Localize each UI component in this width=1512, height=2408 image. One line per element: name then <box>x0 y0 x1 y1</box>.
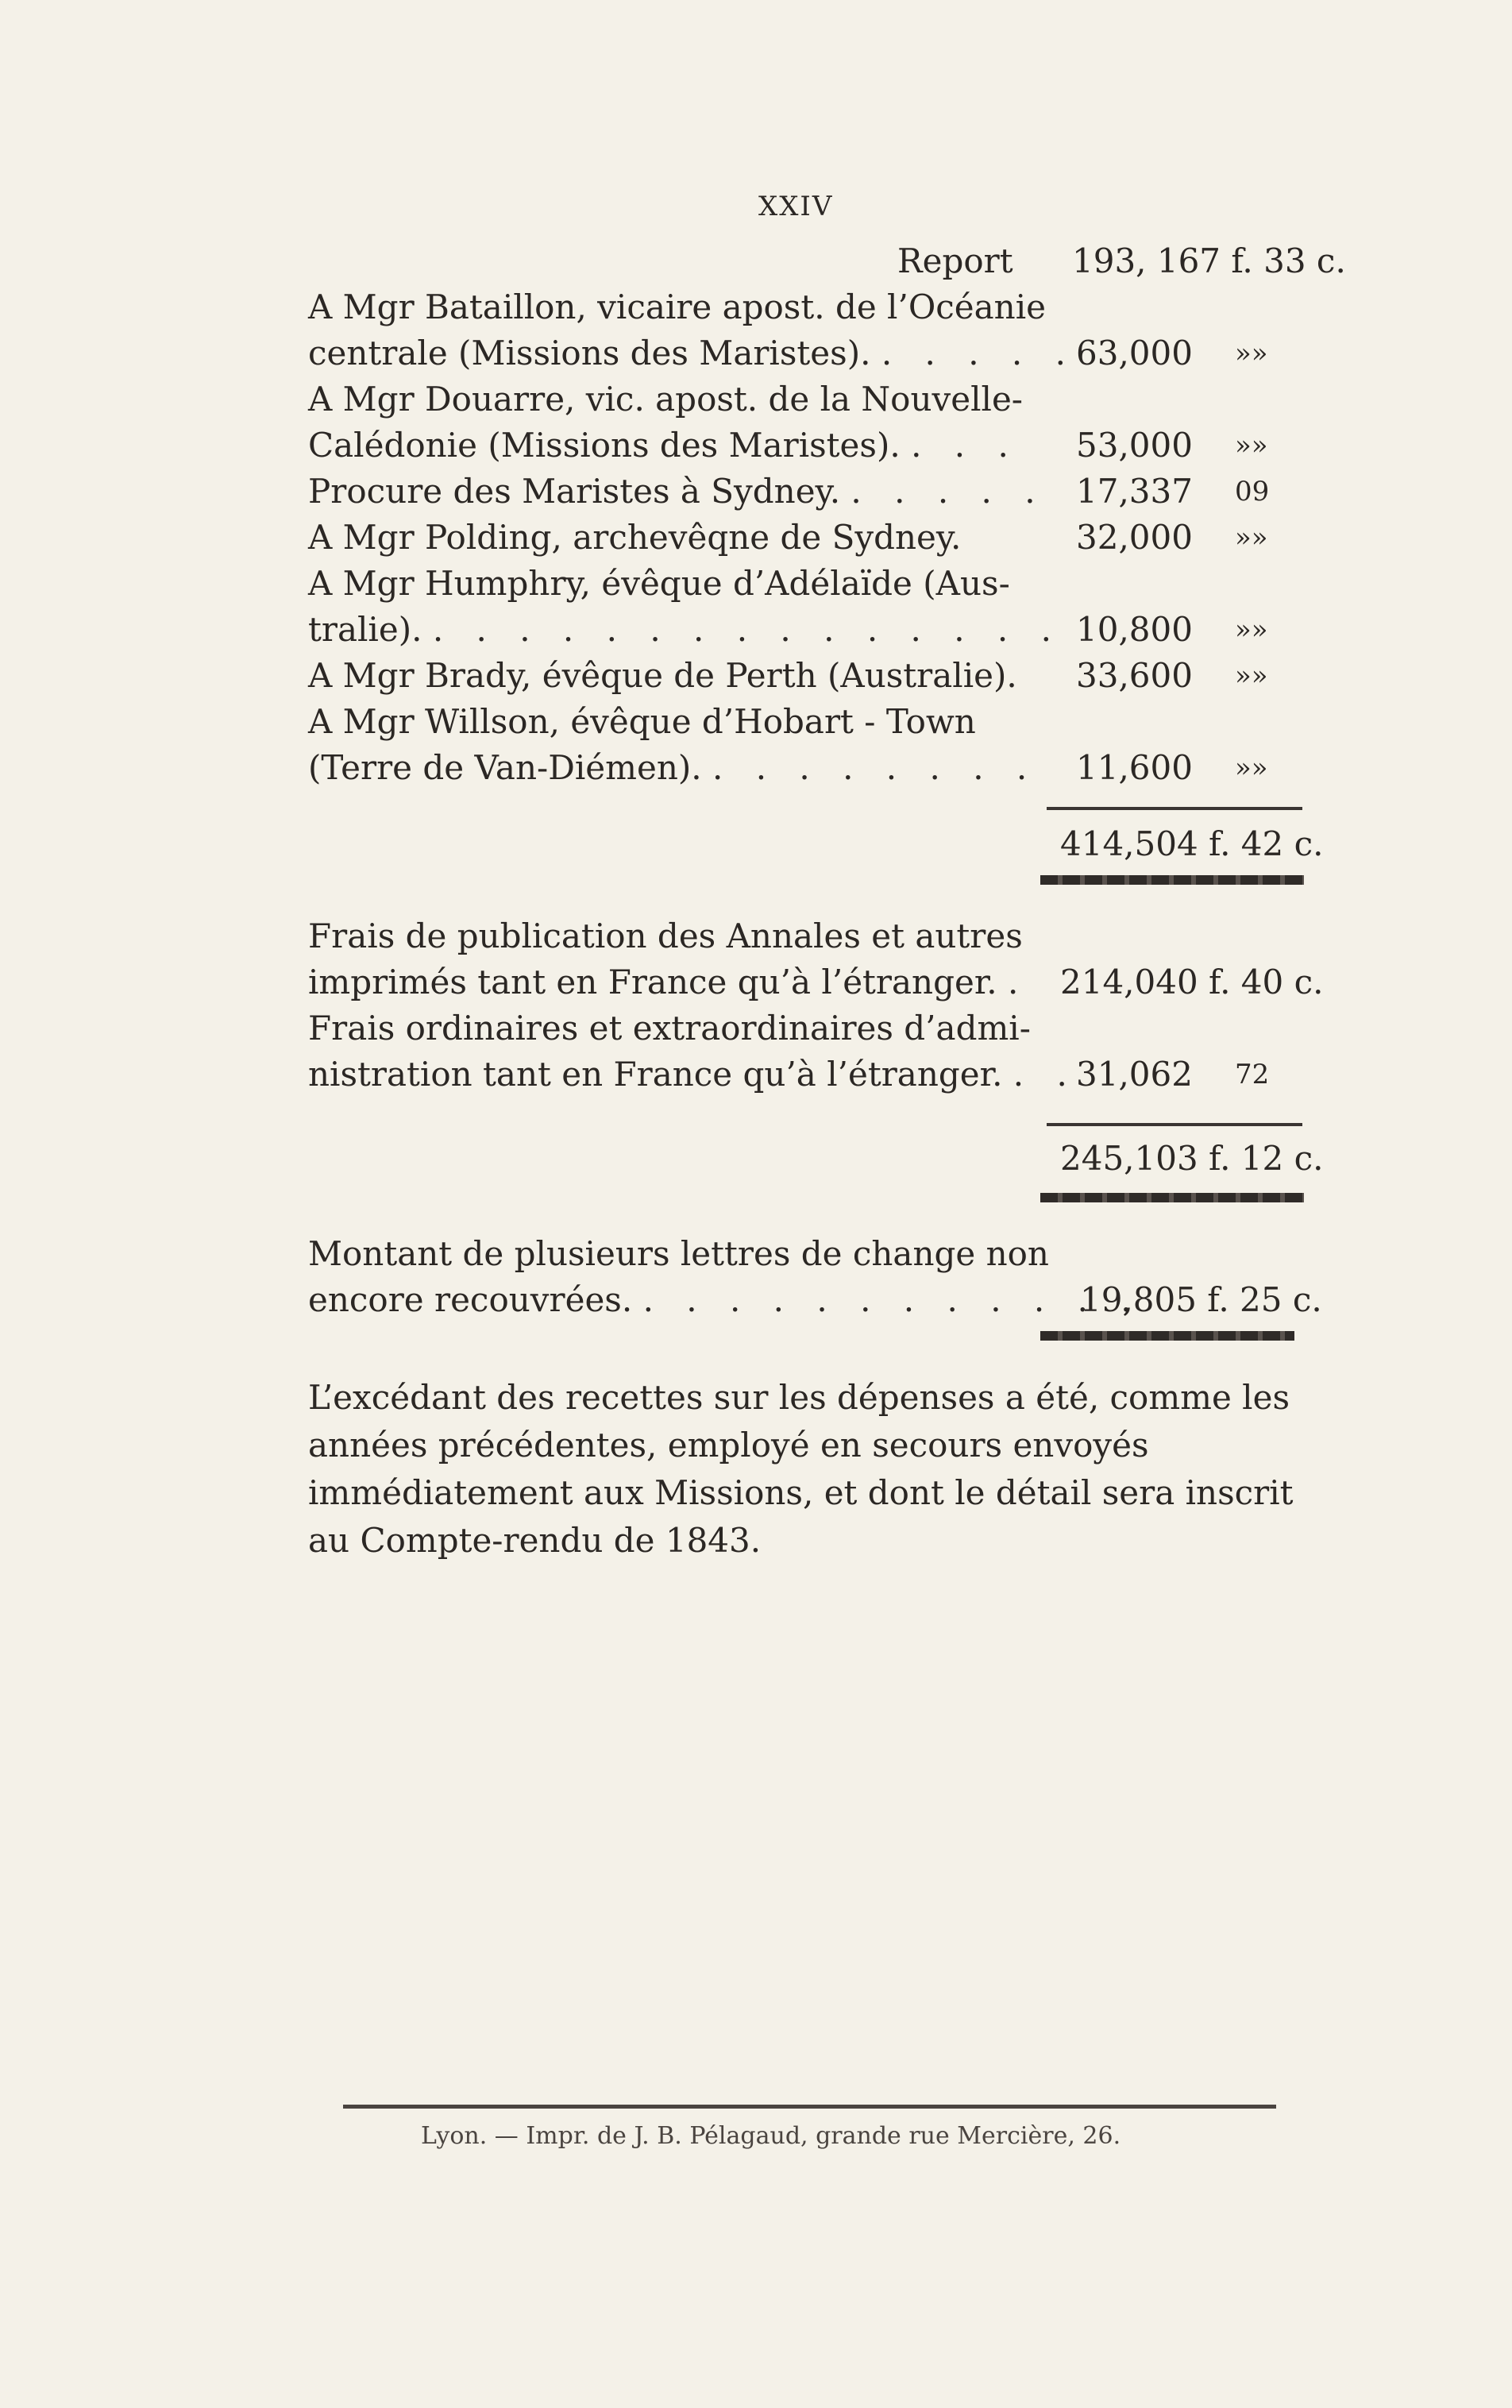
entry-amount: 33,600 <box>1076 656 1193 695</box>
expense-amount: 31,062 <box>1076 1055 1193 1094</box>
entry-line: A Mgr Brady, évêque de Perth (Australie). <box>308 656 1017 695</box>
total-missions: 414,504 f. 42 c. <box>1060 824 1324 863</box>
closing-paragraph: L’excédant des recettes sur les dépenses a été, comme les années précédentes, employé en secours envoyés immédiatement aux Missions, et dont le détail sera inscrit au Compte-rendu de 1843. <box>308 1378 1294 1560</box>
expense-line: imprimés tant en France qu’à l’étranger. . <box>308 963 1030 1001</box>
entry-amount: 10,800 <box>1076 610 1193 649</box>
report-label: Report <box>897 241 1013 280</box>
entry-line: Calédonie (Missions des Maristes). . . . <box>308 426 1020 465</box>
sum-rule <box>1047 1123 1302 1126</box>
entry-line: A Mgr Polding, archevêqne de Sydney. <box>308 518 962 557</box>
footer-rule <box>343 2105 1276 2109</box>
page-number: XXIV <box>758 191 834 222</box>
entry-cents: »» <box>1235 660 1268 692</box>
sum-rule <box>1047 807 1302 810</box>
total-rule <box>1040 875 1304 885</box>
entry-amount: 11,600 <box>1076 748 1193 787</box>
total-rule <box>1040 1193 1304 1202</box>
entry-line: A Mgr Humphry, évêque d’Adélaïde (Aus- <box>308 564 1010 603</box>
entry-cents: »» <box>1235 614 1268 646</box>
entry-line: tralie). . . . . . . . . . . . . . . . <box>308 610 1063 649</box>
expense-line: nistration tant en France qu’à l’étranger. . . <box>308 1055 1078 1094</box>
entry-amount: 17,337 <box>1076 472 1193 511</box>
entry-cents: »» <box>1235 522 1268 554</box>
entry-cents: 09 <box>1235 476 1270 507</box>
expense-cents: 72 <box>1235 1059 1270 1090</box>
entry-line: (Terre de Van-Diémen). . . . . . . . . <box>308 748 1039 787</box>
entry-cents: »» <box>1235 752 1268 784</box>
expense-line: Frais de publication des Annales et autres <box>308 917 1023 955</box>
entry-line: centrale (Missions des Maristes). . . . . . <box>308 334 1077 372</box>
letters-line: Montant de plusieurs lettres de change non <box>308 1234 1049 1273</box>
printer-imprint: Lyon. — Impr. de J. B. Pélagaud, grande rue Mercière, 26. <box>421 2122 1121 2150</box>
entry-line: A Mgr Douarre, vic. apost. de la Nouvelle- <box>308 380 1023 419</box>
report-amount: 193, 167 f. 33 c. <box>1072 241 1346 280</box>
expense-amount: 214,040 f. 40 c. <box>1060 963 1324 1001</box>
entry-amount: 63,000 <box>1076 334 1193 372</box>
entry-amount: 53,000 <box>1076 426 1193 465</box>
entry-cents: »» <box>1235 338 1268 369</box>
entry-amount: 32,000 <box>1076 518 1193 557</box>
total-rule <box>1040 1331 1294 1341</box>
entry-cents: »» <box>1235 430 1268 461</box>
letters-amount: 19,805 f. 25 c. <box>1080 1280 1322 1319</box>
entry-line: Procure des Maristes à Sydney. . . . . . <box>308 472 1047 511</box>
expense-line: Frais ordinaires et extraordinaires d’admi- <box>308 1009 1031 1048</box>
entry-line: A Mgr Willson, évêque d’Hobart - Town <box>308 702 976 741</box>
entry-line: A Mgr Bataillon, vicaire apost. de l’Océanie <box>308 287 1047 326</box>
letters-line: encore recouvrées. . . . . . . . . . . . . <box>308 1280 1143 1319</box>
total-expenses: 245,103 f. 12 c. <box>1060 1139 1324 1178</box>
